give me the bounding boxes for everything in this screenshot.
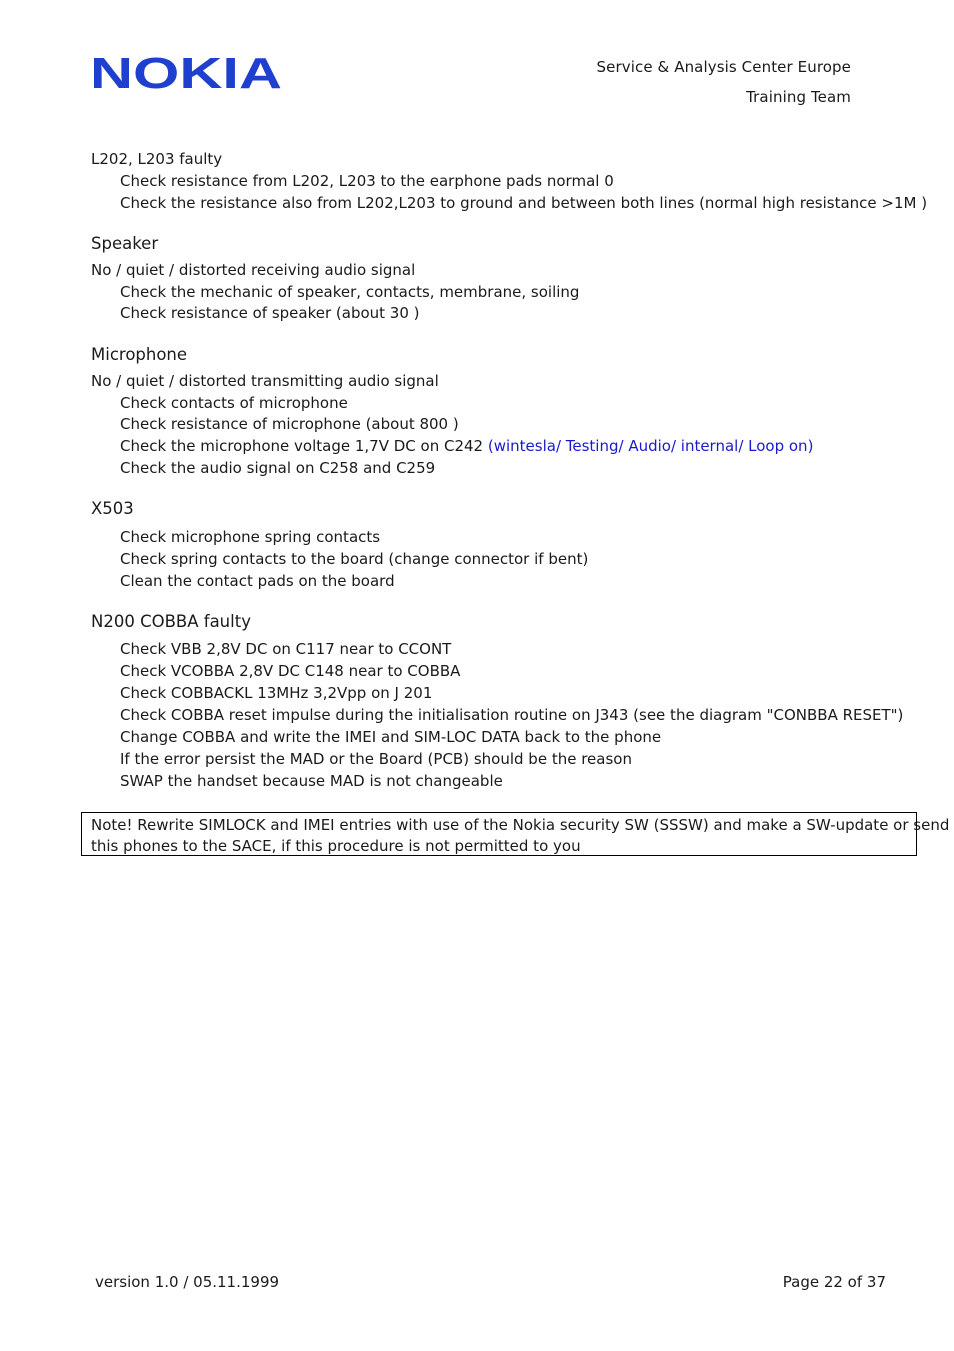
check-item: Check COBBACKL 13MHz 3,2Vpp on J 201 — [120, 684, 433, 702]
check-item: Check spring contacts to the board (change connector if bent) — [120, 550, 589, 568]
section-title-x503: X503 — [91, 499, 134, 518]
nokia-logo — [90, 54, 282, 90]
check-item: Clean the contact pads on the board — [120, 572, 395, 590]
header-team: Training Team — [746, 88, 851, 106]
footer-version: version 1.0 / 05.11.1999 — [95, 1273, 280, 1291]
check-item: Check COBBA reset impulse during the initialisation routine on J343 (see the diagram "CONBBA RESET") — [120, 706, 904, 724]
check-item-text: Check the microphone voltage 1,7V DC on C242 — [120, 437, 488, 455]
check-item: Check VBB 2,8V DC on C117 near to CCONT — [120, 640, 452, 658]
check-item: Change COBBA and write the IMEI and SIM-LOC DATA back to the phone — [120, 728, 662, 746]
note-line-2: this phones to the SACE, if this procedure is not permitted to you — [91, 837, 581, 855]
check-item: SWAP the handset because MAD is not changeable — [120, 772, 503, 790]
check-item: Check microphone spring contacts — [120, 528, 381, 546]
note-line-1: Note! Rewrite SIMLOCK and IMEI entries with use of the Nokia security SW (SSSW) and make a SW-update or send — [91, 816, 950, 834]
section-title-speaker: Speaker — [91, 234, 159, 253]
check-item: If the error persist the MAD or the Board (PCB) should be the reason — [120, 750, 632, 768]
footer-page-number: Page 22 of 37 — [782, 1273, 886, 1291]
nokia-logo-text: NOKIA — [90, 54, 282, 90]
header-org: Service & Analysis Center Europe — [596, 58, 851, 76]
check-item: Check resistance of microphone (about 800 ) — [120, 415, 459, 433]
check-item: Check VCOBBA 2,8V DC C148 near to COBBA — [120, 662, 461, 680]
check-item: Check resistance from L202, L203 to the earphone pads normal 0 — [120, 172, 614, 190]
check-item: Check the mechanic of speaker, contacts, membrane, soiling — [120, 283, 580, 301]
check-item: Check resistance of speaker (about 30 ) — [120, 304, 420, 322]
section-title-l202: L202, L203 faulty — [91, 150, 223, 168]
section-title-microphone: Microphone — [91, 345, 188, 364]
check-item-voltage — [120, 437, 813, 455]
symptom-microphone: No / quiet / distorted transmitting audio signal — [91, 372, 439, 390]
section-title-n200: N200 COBBA faulty — [91, 612, 251, 631]
check-item: Check the audio signal on C258 and C259 — [120, 459, 436, 477]
check-item: Check the resistance also from L202,L203 to ground and between both lines (normal high resistance >1M ) — [120, 194, 928, 212]
software-path-link[interactable]: (wintesla/ Testing/ Audio/ internal/ Loop on) — [487, 437, 814, 455]
check-item: Check contacts of microphone — [120, 394, 348, 412]
note-box — [81, 812, 950, 856]
symptom-speaker: No / quiet / distorted receiving audio signal — [91, 261, 416, 279]
